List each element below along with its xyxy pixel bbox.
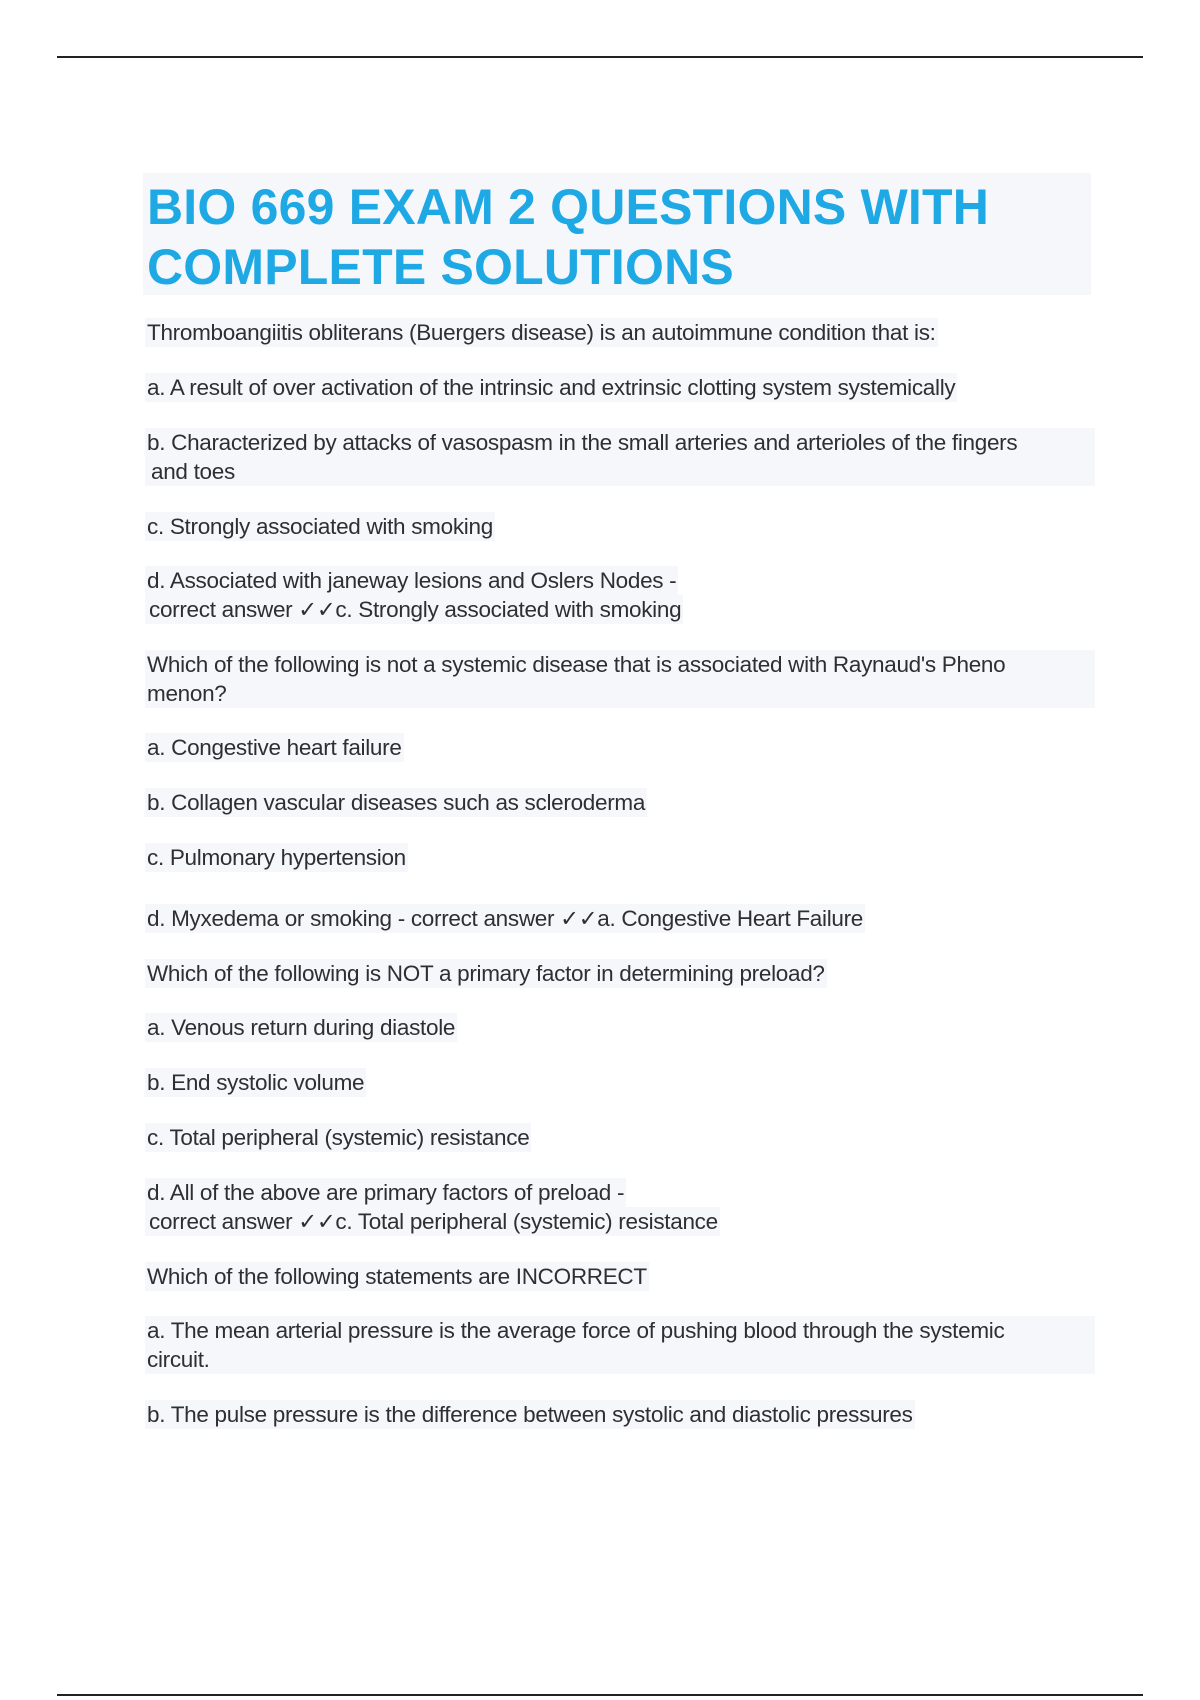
question-1-option-d-line-1: d. Associated with janeway lesions and Oslers Nodes - [147,568,677,593]
top-rule [57,56,1143,58]
bottom-rule [57,1694,1143,1696]
question-4-option-a-line-2: circuit. [147,1347,210,1372]
document-body [145,318,1095,1429]
question-1-option-a: a. A result of over activation of the intrinsic and extrinsic clotting system systemically [147,375,956,400]
question-2-text-line-2: menon? [147,681,227,706]
question-4-option-b: b. The pulse pressure is the difference between systolic and diastolic pressures [147,1402,913,1427]
question-1-text: Thromboangiitis obliterans (Buergers disease) is an autoimmune condition that is: [147,320,936,345]
title-line-1: BIO 669 EXAM 2 QUESTIONS WITH [147,179,990,235]
title-block [143,173,1091,295]
question-3-option-d [145,1178,1095,1236]
question-4-option-a-line-1: a. The mean arterial pressure is the average force of pushing blood through the systemic [147,1318,1005,1343]
question-3-text: Which of the following is NOT a primary factor in determining preload? [147,961,825,986]
question-3-option-b: b. End systolic volume [147,1070,365,1095]
question-3-option-a: a. Venous return during diastole [147,1015,456,1040]
question-2 [145,650,1095,933]
question-1-option-b-line-2: and toes [151,459,235,484]
question-1-answer: correct answer ✓✓c. Strongly associated with smoking [145,595,683,624]
page-title [143,173,1091,297]
question-4-option-a [145,1316,1095,1374]
question-3-option-c: c. Total peripheral (systemic) resistance [147,1125,530,1150]
question-2-text [145,650,1095,708]
question-2-option-c: c. Pulmonary hypertension [147,845,406,870]
title-line-2: COMPLETE SOLUTIONS [147,239,734,295]
question-3-option-d-line-1: d. All of the above are primary factors of preload - [147,1180,625,1205]
question-1-option-b-line-1: b. Characterized by attacks of vasospasm in the small arteries and arterioles of the fingers [147,430,1018,455]
question-2-option-a: a. Congestive heart failure [147,735,402,760]
question-1-option-d [145,566,1095,624]
question-2-option-b: b. Collagen vascular diseases such as scleroderma [147,790,646,815]
question-3-answer: correct answer ✓✓c. Total peripheral (systemic) resistance [145,1207,720,1236]
question-2-text-line-1: Which of the following is not a systemic disease that is associated with Raynaud's Pheno [147,652,1006,677]
question-4 [145,1262,1095,1429]
question-1 [145,318,1095,624]
question-3 [145,959,1095,1236]
question-1-option-c: c. Strongly associated with smoking [147,514,493,539]
question-2-option-d-answer: d. Myxedema or smoking - correct answer ✓✓a. Congestive Heart Failure [147,906,864,931]
question-4-text: Which of the following statements are INCORRECT [147,1264,647,1289]
question-1-option-b [145,428,1095,486]
